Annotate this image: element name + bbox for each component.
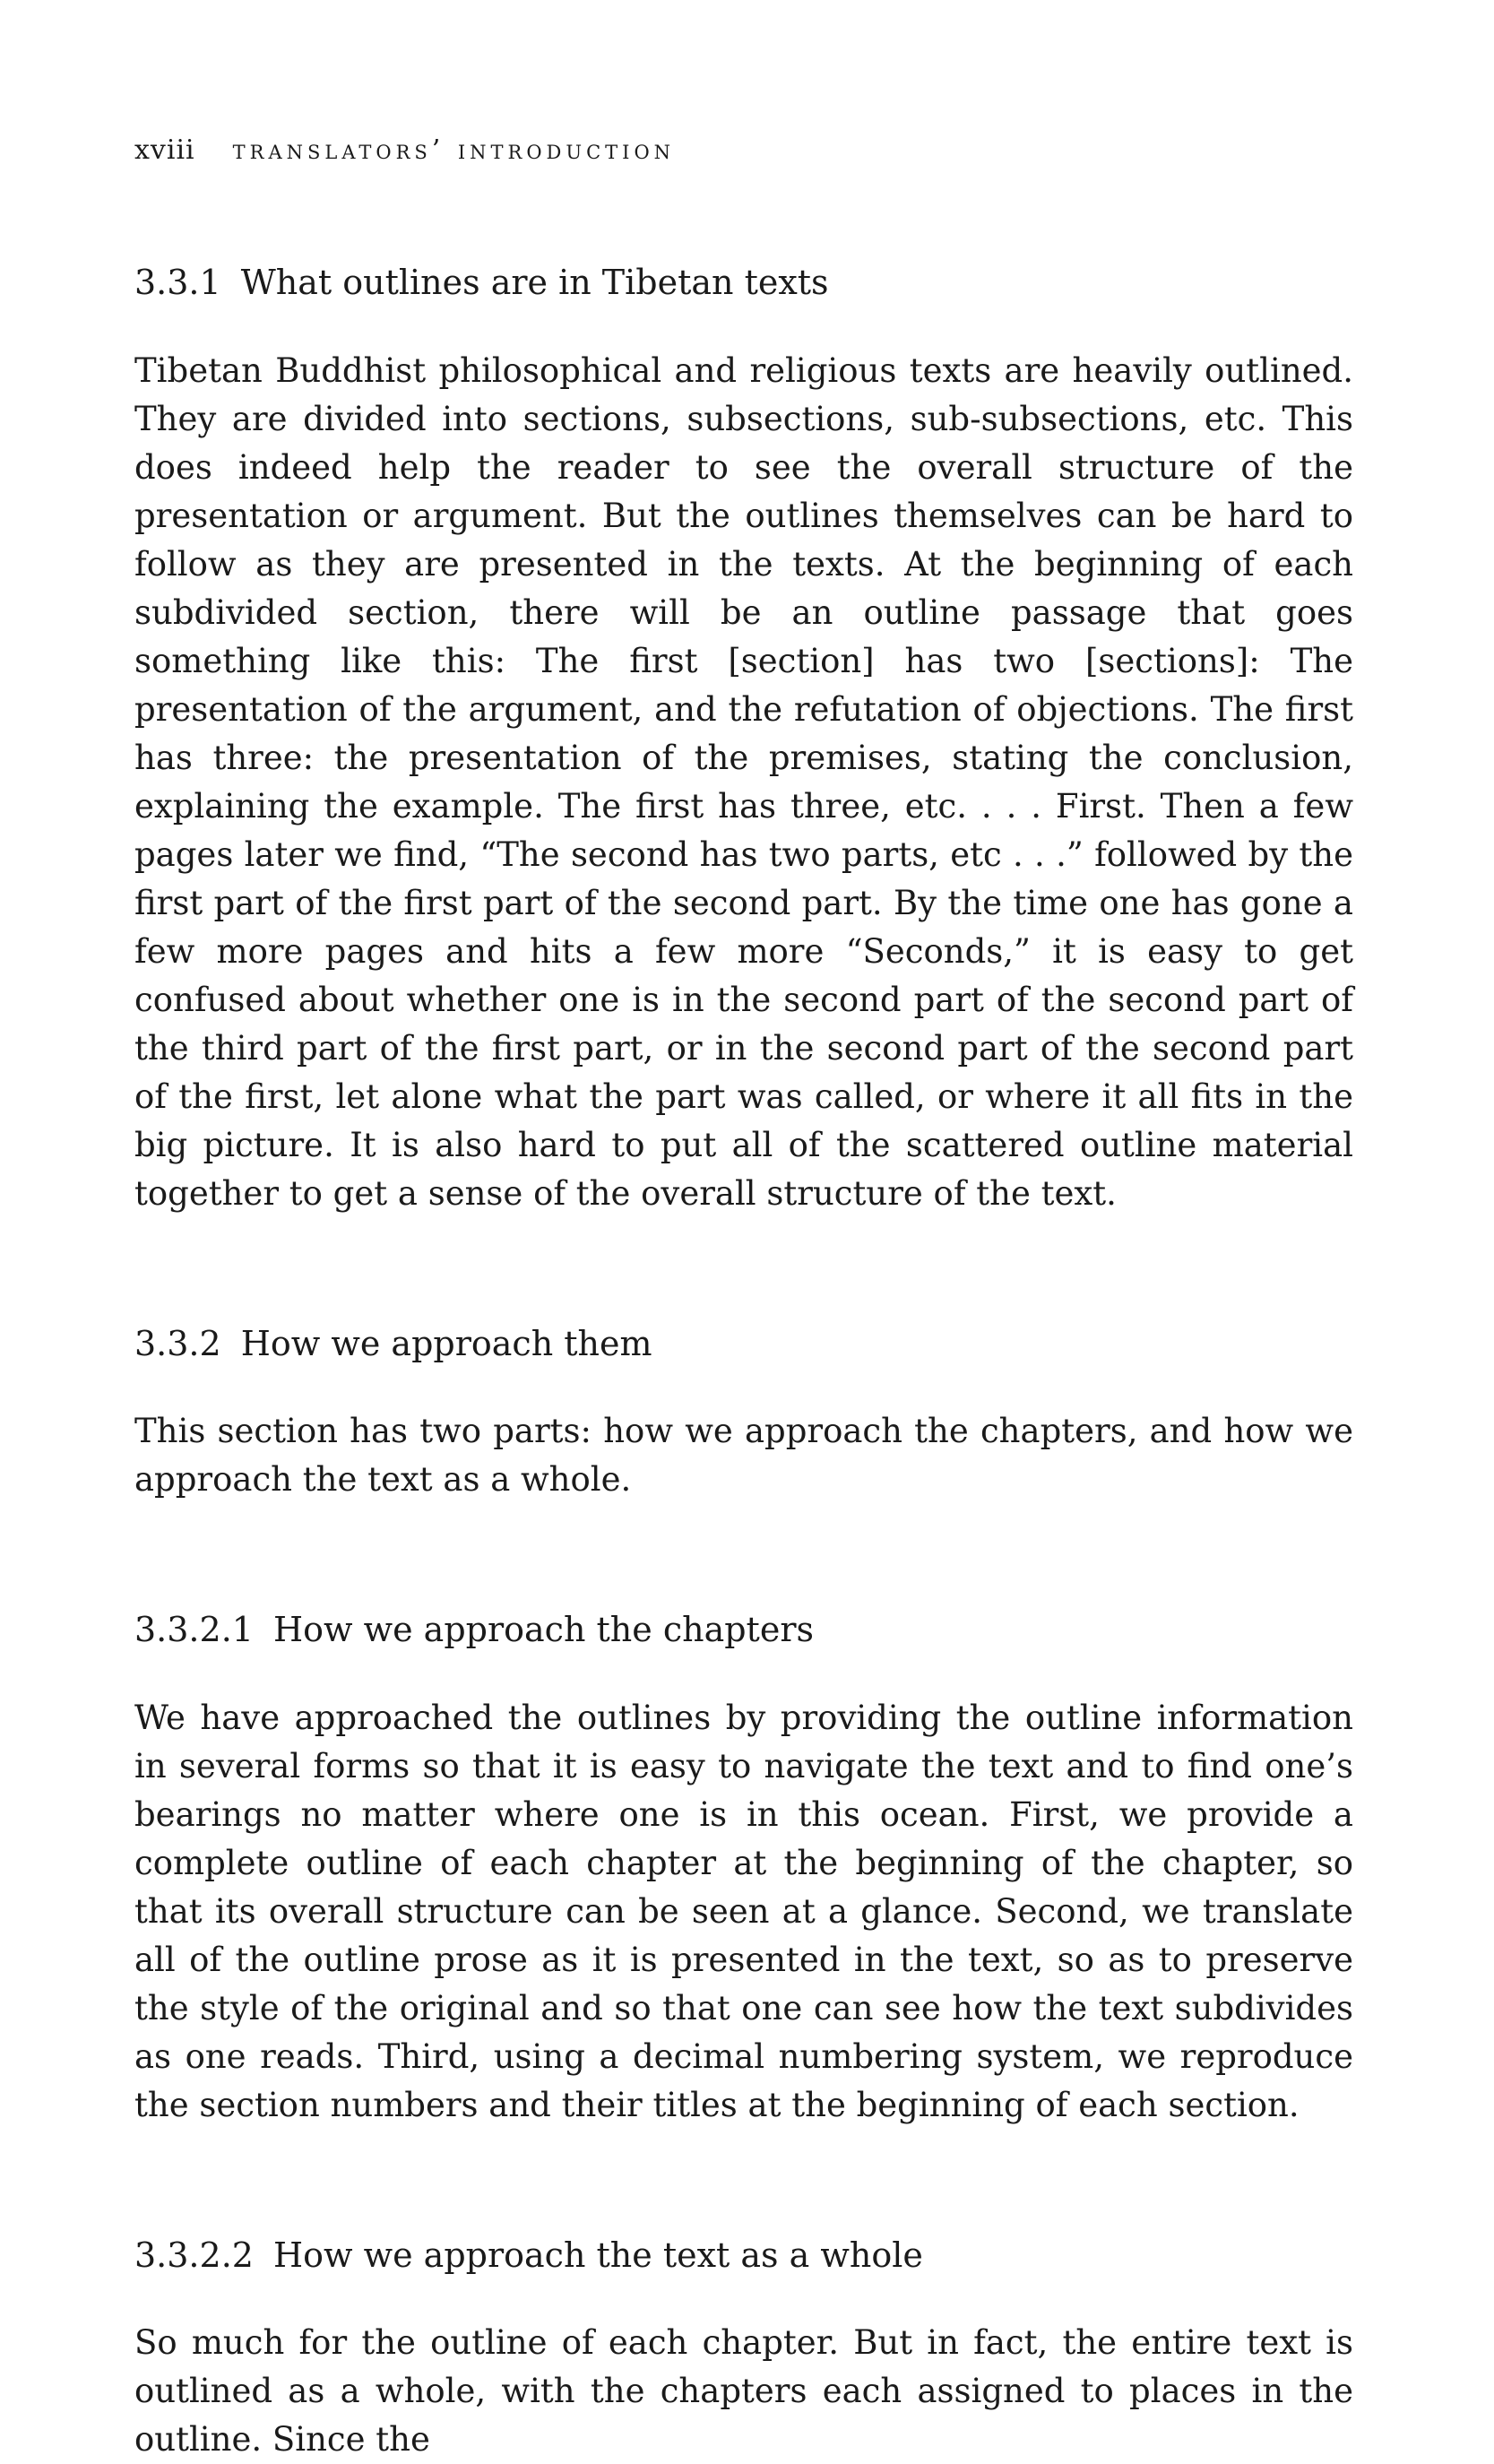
section-number: 3.3.2.1 xyxy=(134,1610,254,1650)
section-title: How we approach the text as a whole xyxy=(272,2235,923,2275)
section-title: What outlines are in Tibetan texts xyxy=(240,263,829,302)
running-head-title: translators’ introduction xyxy=(232,134,676,166)
section-paragraph: Tibetan Buddhist philosophical and religious texts are heavily outlined. They are divided into sections, subsections, sub-subsections, etc. This does indeed help the reader to see the overall structure of the presentation or argument. But the outlines themselves can be hard to follow as they are presented in the texts. At the beginning of each subdivided section, there will be an outline passage that goes something like this: The first [section] has two [sections]: The presentation of the argument, and the refutation of objections. The first has three: the presentation of the premises, stating the conclusion, explaining the example. The first has three, etc. . . . First. Then a few pages later we find, “The second has two parts, etc . . .” followed by the first part of the first part of the second part. By the time one has gone a few more pages and hits a few more “Seconds,” it is easy to get confused about whether one is in the second part of the second part of the third part of the first part, or in the second part of the second part of the first, let alone what the part was called, or where it all fits in the big picture. It is also hard to put all of the scattered outline material together to get a sense of the overall structure of the text. xyxy=(134,350,1353,1213)
section-number: 3.3.2.2 xyxy=(134,2235,254,2275)
section-3-3-2-2 xyxy=(134,2235,1353,2464)
section-paragraph: This section has two parts: how we approach the chapters, and how we approach the text as a whole. xyxy=(134,1412,1353,1500)
section-number: 3.3.1 xyxy=(134,263,221,302)
section-paragraph: So much for the outline of each chapter. But in fact, the entire text is outlined as a whole, with the chapters each assigned to places in the outline. Since the xyxy=(134,2323,1353,2460)
section-number: 3.3.2 xyxy=(134,1323,221,1363)
book-page xyxy=(134,134,1353,2464)
running-head xyxy=(134,134,1353,166)
section-3-3-2 xyxy=(134,1324,1353,1505)
section-3-3-2-1 xyxy=(134,1610,1353,2130)
section-paragraph: We have approached the outlines by providing the outline information in several forms so that it is easy to navigate the text and to find one’s bearings no matter where one is in this ocean. First, we provide a complete outline of each chapter at the beginning of the chapter, so that its overall structure can be seen at a glance. Second, we translate all of the outline prose as it is presented in the text, so as to preserve the style of the original and so that one can see how the text subdivides as one reads. Third, using a decimal numbering system, we reproduce the section numbers and their titles at the beginning of each section. xyxy=(134,1698,1353,2124)
section-title: How we approach them xyxy=(240,1323,652,1363)
page-number: xviii xyxy=(134,134,195,166)
section-3-3-1 xyxy=(134,263,1353,1218)
section-heading xyxy=(134,2235,1353,2277)
section-title: How we approach the chapters xyxy=(272,1610,814,1650)
section-heading xyxy=(134,263,1353,304)
section-heading xyxy=(134,1324,1353,1365)
section-heading xyxy=(134,1610,1353,1651)
